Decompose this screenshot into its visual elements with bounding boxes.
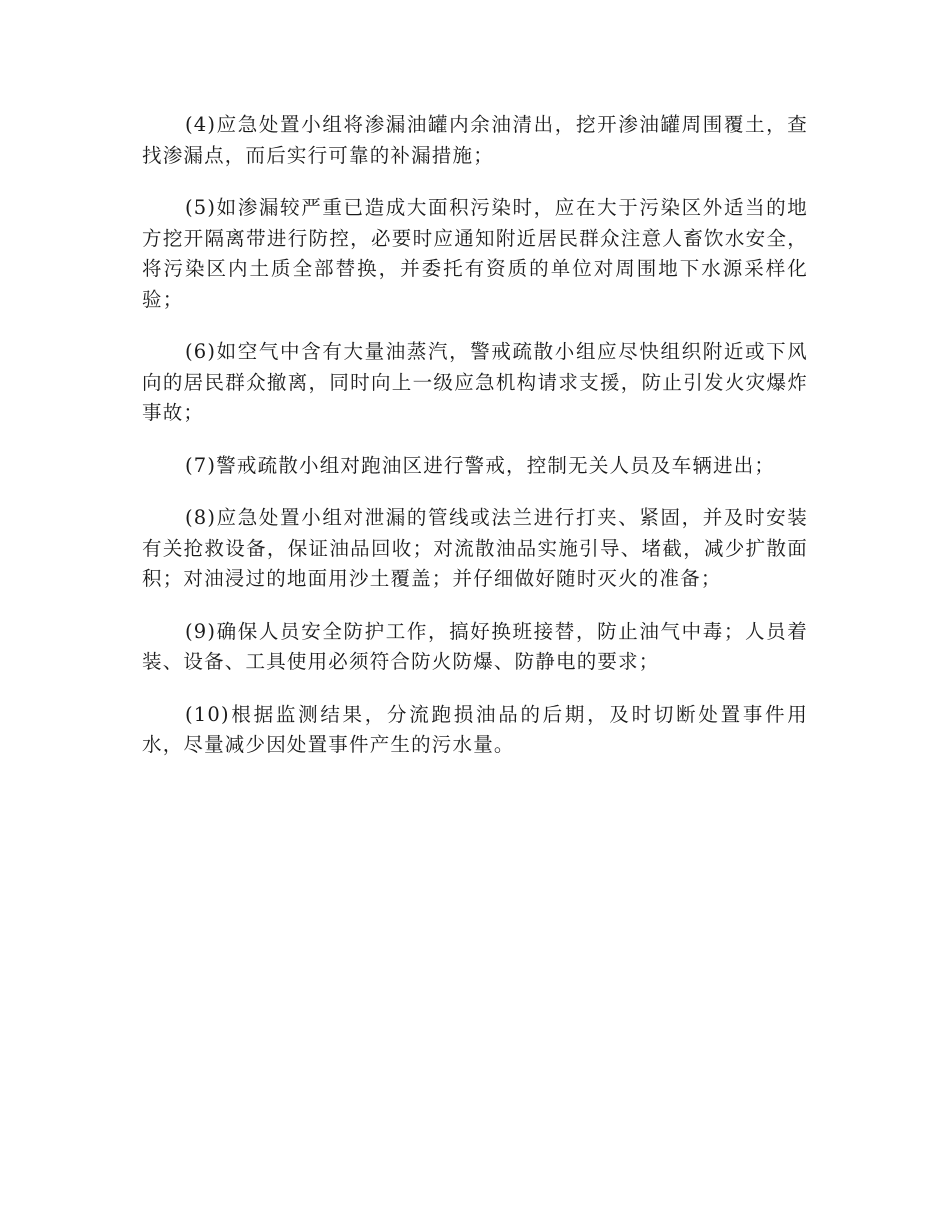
paragraph-item-4: (4)应急处置小组将渗漏油罐内余油清出，挖开渗油罐周围覆土，查找渗漏点，而后实行可靠的补漏措施； xyxy=(142,113,808,167)
document-body xyxy=(142,110,808,783)
paragraph-item-5: (5)如渗漏较严重已造成大面积污染时，应在大于污染区外适当的地方挖开隔离带进行防控，必要时应通知附近居民群众注意人畜饮水安全，将污染区内土质全部替换，并委托有资质的单位对周围地下水源采样化验； xyxy=(142,196,808,311)
paragraph-item-6: (6)如空气中含有大量油蒸汽，警戒疏散小组应尽快组织附近或下风向的居民群众撤离，同时向上一级应急机构请求支援，防止引发火灾爆炸事故； xyxy=(142,340,808,424)
paragraph-item-10: (10)根据监测结果，分流跑损油品的后期，及时切断处置事件用水，尽量减少因处置事件产生的污水量。 xyxy=(142,702,808,756)
paragraph-item-7: (7)警戒疏散小组对跑油区进行警戒，控制无关人员及车辆进出； xyxy=(185,453,776,477)
paragraph-item-8: (8)应急处置小组对泄漏的管线或法兰进行打夹、紧固，并及时安装有关抢救设备，保证油品回收；对流散油品实施引导、堵截，减少扩散面积；对油浸过的地面用沙土覆盖；并仔细做好随时灭火的准备； xyxy=(142,506,808,590)
paragraph-item-9: (9)确保人员安全防护工作，搞好换班接替，防止油气中毒；人员着装、设备、工具使用必须符合防火防爆、防静电的要求； xyxy=(142,619,808,673)
